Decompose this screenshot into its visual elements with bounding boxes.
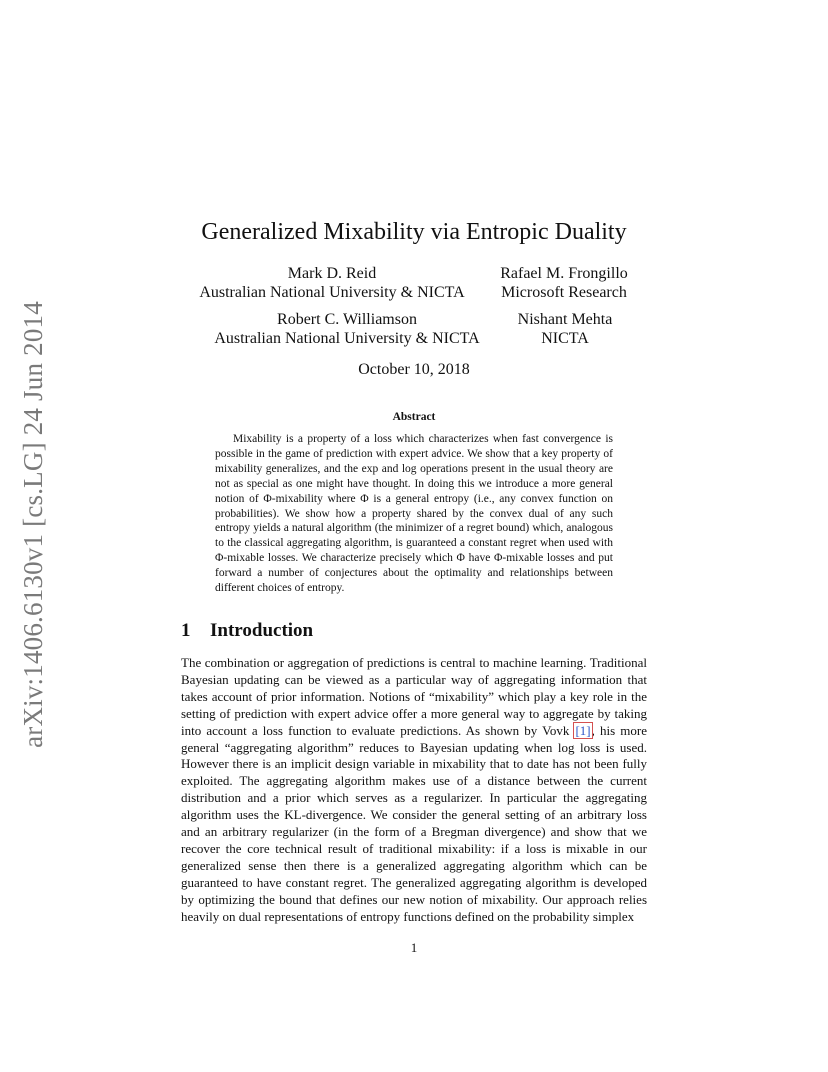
paper-title: Generalized Mixability via Entropic Duality	[201, 219, 627, 245]
author-affiliation: Australian National University & NICTA	[214, 330, 480, 347]
citation-link[interactable]: [1]	[575, 722, 591, 738]
intro-paragraph	[181, 655, 647, 926]
author-block-2	[490, 264, 638, 302]
paper-date: October 10, 2018	[358, 361, 470, 378]
abstract-text: Mixability is a property of a loss which characterizes when fast convergence is possible in the game of prediction with expert advice. We show that a key property of mixability generalizes, and the exp and log operations present in the usual theory are not as special as one might have thought. In doing this we introduce a more general notion of Φ-mixability where Φ is a general entropy (i.e., any convex function on probabilities). We show how a property shared by the convex dual of any such entropy yields a natural algorithm (the minimizer of a regret bound) which, analogous to the classical aggregating algorithm, is guaranteed a constant regret when used with Φ-mixable losses. We characterize precisely which Φ have Φ-mixable losses and put forward a number of conjectures about the optimality and relationships between different choices of entropy.	[215, 433, 613, 595]
author-affiliation: NICTA	[541, 330, 589, 347]
author-affiliation: Australian National University & NICTA	[199, 284, 465, 301]
author-block-4	[495, 310, 635, 348]
intro-text-part-2: , his more general “aggregating algorithm” reduces to Bayesian updating when log loss is used. However there is an implicit design variable in mixability that to date has not been fully exploited. The aggregating algorithm makes use of a distance between the current distribution and a prior which serves as a regularizer. In particular the aggregating algorithm uses the KL-divergence. We consider the general setting of an arbitrary loss and an arbitrary regularizer (in the form of a Bregman divergence) and show that we recover the core technical result of traditional mixability: if a loss is mixable in our generalized sense then there is a generalized aggregating algorithm which can be guaranteed to have constant regret. The generalized aggregating algorithm is developed by optimizing the bound that defines our new notion of mixability. Our approach relies heavily on dual representations of entropy functions defined on the probability simplex	[181, 722, 647, 924]
author-name: Nishant Mehta	[517, 311, 613, 328]
section-title: Introduction	[210, 620, 314, 641]
abstract-heading: Abstract	[392, 411, 436, 423]
intro-text-part-1: The combination or aggregation of predictions is central to machine learning. Traditional Bayesian updating can be viewed as a particular way of aggregating information that takes account of prior information. Notions of “mixability” which play a key role in the setting of prediction with expert advice offer a more general way to aggregate by taking into account a loss function to evaluate predictions. As shown by Vovk	[181, 655, 647, 738]
author-affiliation: Microsoft Research	[501, 284, 627, 301]
abstract-body	[215, 432, 613, 596]
arxiv-stamp-text: arXiv:1406.6130v1 [cs.LG] 24 Jun 2014	[17, 300, 48, 748]
author-block-3	[205, 310, 489, 348]
section-number: 1	[181, 620, 191, 641]
author-block-1	[190, 264, 474, 302]
section-heading	[181, 619, 313, 643]
author-name: Rafael M. Frongillo	[500, 265, 628, 282]
author-name: Robert C. Williamson	[277, 311, 417, 328]
author-name: Mark D. Reid	[287, 265, 377, 282]
page-number: 1	[410, 940, 418, 955]
